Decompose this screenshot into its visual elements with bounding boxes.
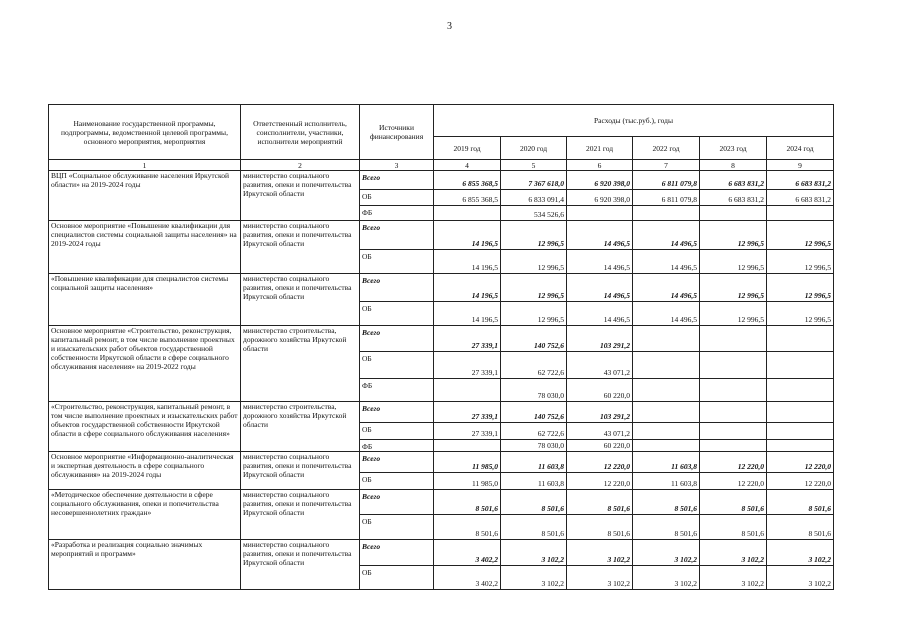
header-year: 2021 год — [567, 136, 633, 159]
expense-value: 11 985,0 — [434, 452, 501, 472]
funding-source: ОБ — [360, 472, 434, 489]
executor: министерство социального развития, опеки и попечительства Иркутской области — [241, 274, 360, 325]
table-row — [49, 325, 834, 352]
funding-source: Всего — [360, 402, 434, 422]
expense-value: 8 501,6 — [567, 515, 633, 540]
expense-value: 12 996,5 — [767, 302, 834, 325]
expense-value — [700, 402, 767, 422]
executor: министерство социального развития, опеки и попечительства Иркутской области — [241, 539, 360, 589]
expense-value: 12 996,5 — [700, 221, 767, 250]
program-name: Основное мероприятие «Информационно-аналитическая и экспертная деятельность в сфере социального обслуживания» на 2019-2024 годы — [49, 452, 241, 489]
funding-source: ОБ — [360, 566, 434, 590]
expense-value: 12 996,5 — [501, 274, 567, 302]
expenditure-table — [48, 104, 834, 590]
expense-value: 11 603,8 — [633, 472, 700, 489]
expense-value: 6 683 831,2 — [767, 190, 834, 206]
expense-value: 27 339,1 — [434, 422, 501, 439]
expense-value — [767, 206, 834, 221]
expense-value: 8 501,6 — [700, 489, 767, 515]
expense-value: 12 996,5 — [767, 249, 834, 274]
expense-value: 11 603,8 — [501, 452, 567, 472]
expense-value: 14 196,5 — [434, 221, 501, 250]
expense-value: 6 855 368,5 — [434, 171, 501, 190]
funding-source: ОБ — [360, 352, 434, 379]
expense-value — [700, 352, 767, 379]
funding-source: ФБ — [360, 378, 434, 401]
expense-value: 27 339,1 — [434, 352, 501, 379]
expense-value: 6 683 831,2 — [767, 171, 834, 190]
expense-value: 11 603,8 — [501, 472, 567, 489]
header-year: 2019 год — [434, 136, 501, 159]
expense-value: 103 291,2 — [567, 325, 633, 352]
expense-value: 8 501,6 — [700, 515, 767, 540]
executor: министерство социального развития, опеки и попечительства Иркутской области — [241, 221, 360, 274]
executor: министерство социального развития, опеки и попечительства Иркутской области — [241, 489, 360, 539]
expense-value: 3 102,2 — [633, 539, 700, 566]
expense-value: 3 102,2 — [501, 539, 567, 566]
expense-value: 12 996,5 — [700, 302, 767, 325]
expense-value — [700, 422, 767, 439]
expense-value: 62 722,6 — [501, 352, 567, 379]
expense-value — [767, 422, 834, 439]
expense-value — [633, 378, 700, 401]
header-col-number: 2 — [241, 160, 360, 171]
expense-value: 12 996,5 — [501, 302, 567, 325]
expense-value — [700, 325, 767, 352]
header-source-col: Источники финансирования — [360, 105, 434, 160]
expense-value: 27 339,1 — [434, 402, 501, 422]
expense-value: 140 752,6 — [501, 402, 567, 422]
executor: министерство строительства, дорожного хозяйства Иркутской области — [241, 402, 360, 452]
expense-value: 62 722,6 — [501, 422, 567, 439]
expense-value: 14 196,5 — [434, 274, 501, 302]
header-col-number: 8 — [700, 160, 767, 171]
header-col-number: 9 — [767, 160, 834, 171]
expense-value: 3 102,2 — [767, 539, 834, 566]
expense-value: 12 996,5 — [767, 274, 834, 302]
funding-source: Всего — [360, 452, 434, 472]
header-year: 2023 год — [700, 136, 767, 159]
page-number: 3 — [447, 21, 452, 32]
executor: министерство социального развития, опеки и попечительства Иркутской области — [241, 171, 360, 221]
header-col-number: 4 — [434, 160, 501, 171]
expense-value: 8 501,6 — [633, 489, 700, 515]
expense-value: 14 496,5 — [567, 274, 633, 302]
executor: министерство социального развития, опеки и попечительства Иркутской области — [241, 452, 360, 489]
expense-value: 8 501,6 — [501, 489, 567, 515]
program-name: ВЦП «Социальное обслуживание населения Иркутской области» на 2019-2024 годы — [49, 171, 241, 221]
expense-value: 6 920 398,0 — [567, 171, 633, 190]
expense-value — [700, 206, 767, 221]
program-name: «Разработка и реализация социально значимых мероприятий и программ» — [49, 539, 241, 589]
expense-value: 6 811 079,8 — [633, 171, 700, 190]
expense-value: 27 339,1 — [434, 325, 501, 352]
expense-value — [633, 402, 700, 422]
expense-value: 12 220,0 — [700, 452, 767, 472]
header-col-number: 1 — [49, 160, 241, 171]
expense-value: 12 996,5 — [700, 249, 767, 274]
program-name: «Методическое обеспечение деятельности в сфере социального обслуживания, опеки и попечительства несовершеннолетних граждан» — [49, 489, 241, 539]
expense-value: 43 071,2 — [567, 422, 633, 439]
expense-value — [633, 422, 700, 439]
expense-value: 8 501,6 — [633, 515, 700, 540]
expense-value: 12 220,0 — [767, 472, 834, 489]
expense-value: 8 501,6 — [767, 489, 834, 515]
expense-value: 3 102,2 — [700, 539, 767, 566]
funding-source: ОБ — [360, 515, 434, 540]
header-year: 2020 год — [501, 136, 567, 159]
funding-source: Всего — [360, 274, 434, 302]
expense-value: 14 196,5 — [434, 249, 501, 274]
expense-value: 6 920 398,0 — [567, 190, 633, 206]
expense-value: 8 501,6 — [567, 489, 633, 515]
funding-source: ОБ — [360, 302, 434, 325]
expense-value: 14 496,5 — [633, 221, 700, 250]
expense-value: 140 752,6 — [501, 325, 567, 352]
expense-value: 12 220,0 — [700, 472, 767, 489]
expense-value: 6 683 831,2 — [700, 171, 767, 190]
funding-source: ФБ — [360, 206, 434, 221]
header-name-col: Наименование государственной программы, подпрограммы, ведомственной целевой программы, основного мероприятия, мероприятия — [49, 105, 241, 160]
expense-value: 6 833 091,4 — [501, 190, 567, 206]
expense-value: 12 220,0 — [567, 472, 633, 489]
expense-value — [700, 439, 767, 452]
expense-value: 60 220,0 — [567, 439, 633, 452]
expense-value: 8 501,6 — [767, 515, 834, 540]
expense-value: 3 402,2 — [434, 566, 501, 590]
expense-value: 534 526,6 — [501, 206, 567, 221]
funding-source: ОБ — [360, 190, 434, 206]
header-col-number: 3 — [360, 160, 434, 171]
expense-value: 3 102,2 — [501, 566, 567, 590]
expense-value — [767, 352, 834, 379]
expense-value: 12 220,0 — [567, 452, 633, 472]
table-row — [49, 221, 834, 250]
expense-value — [767, 402, 834, 422]
header-col-number: 6 — [567, 160, 633, 171]
expense-value — [700, 378, 767, 401]
expense-value: 78 030,0 — [501, 439, 567, 452]
expense-value: 3 102,2 — [567, 539, 633, 566]
expense-value — [767, 325, 834, 352]
expense-value — [567, 206, 633, 221]
expense-value: 3 102,2 — [767, 566, 834, 590]
expense-value: 12 996,5 — [501, 249, 567, 274]
expense-value: 7 367 618,0 — [501, 171, 567, 190]
header-year: 2024 год — [767, 136, 834, 159]
expense-value: 14 496,5 — [633, 302, 700, 325]
expense-value: 14 496,5 — [567, 221, 633, 250]
header-year: 2022 год — [633, 136, 700, 159]
table-row — [49, 274, 834, 302]
expense-value: 12 996,5 — [767, 221, 834, 250]
expense-value: 6 811 079,8 — [633, 190, 700, 206]
header-expenses: Расходы (тыс.руб.), годы — [434, 105, 834, 137]
expense-value: 14 196,5 — [434, 302, 501, 325]
table-row — [49, 171, 834, 190]
table-row — [49, 489, 834, 515]
program-name: «Повышение квалификации для специалистов системы социальной защиты населения» — [49, 274, 241, 325]
funding-source: Всего — [360, 325, 434, 352]
expense-value: 12 220,0 — [767, 452, 834, 472]
funding-source: Всего — [360, 489, 434, 515]
expense-value: 3 102,2 — [567, 566, 633, 590]
header-col-number: 7 — [633, 160, 700, 171]
expense-value: 12 996,5 — [700, 274, 767, 302]
expense-value: 78 030,0 — [501, 378, 567, 401]
funding-source: ОБ — [360, 422, 434, 439]
expense-value: 11 985,0 — [434, 472, 501, 489]
expense-value: 3 102,2 — [633, 566, 700, 590]
program-name: «Строительство, реконструкция, капитальный ремонт, в том числе выполнение проектных и изыскательских работ объектов государственной собственности Иркутской области в сфере социального обслуживания населения» — [49, 402, 241, 452]
table-row — [49, 452, 834, 472]
expense-value: 14 496,5 — [567, 249, 633, 274]
expense-value: 11 603,8 — [633, 452, 700, 472]
funding-source: Всего — [360, 171, 434, 190]
expense-value: 103 291,2 — [567, 402, 633, 422]
expense-value — [633, 325, 700, 352]
expense-value: 43 071,2 — [567, 352, 633, 379]
funding-source: Всего — [360, 539, 434, 566]
header-col-number: 5 — [501, 160, 567, 171]
expense-value — [633, 352, 700, 379]
expense-value: 6 855 368,5 — [434, 190, 501, 206]
program-name: Основное мероприятие «Повышение квалификации для специалистов системы социальной защиты населения» на 2019-2024 годы — [49, 221, 241, 274]
funding-source: ОБ — [360, 249, 434, 274]
expense-value — [633, 439, 700, 452]
expense-value: 8 501,6 — [434, 515, 501, 540]
expense-value: 14 496,5 — [633, 274, 700, 302]
table-row — [49, 402, 834, 422]
program-name: Основное мероприятие «Строительство, реконструкция, капитальный ремонт, в том числе выполнение проектных и изыскательских работ объектов государственной собственности Иркутской области в сфере социального обслуживания населения» на 2019-2022 годы — [49, 325, 241, 402]
expense-value — [767, 439, 834, 452]
expense-value: 8 501,6 — [501, 515, 567, 540]
funding-source: ФБ — [360, 439, 434, 452]
expense-value: 60 220,0 — [567, 378, 633, 401]
expense-value — [434, 206, 501, 221]
expense-value — [434, 378, 501, 401]
expense-value: 8 501,6 — [434, 489, 501, 515]
table-row — [49, 539, 834, 566]
expense-value — [767, 378, 834, 401]
expense-value: 12 996,5 — [501, 221, 567, 250]
expense-value — [633, 206, 700, 221]
expense-value: 3 102,2 — [700, 566, 767, 590]
expense-value — [434, 439, 501, 452]
expense-value: 14 496,5 — [633, 249, 700, 274]
executor: министерство строительства, дорожного хозяйства Иркутской области — [241, 325, 360, 402]
expense-value: 6 683 831,2 — [700, 190, 767, 206]
expense-value: 3 402,2 — [434, 539, 501, 566]
header-exec-col: Ответственный исполнитель, соисполнители, участники, исполнители мероприятий — [241, 105, 360, 160]
expense-value: 14 496,5 — [567, 302, 633, 325]
funding-source: Всего — [360, 221, 434, 250]
